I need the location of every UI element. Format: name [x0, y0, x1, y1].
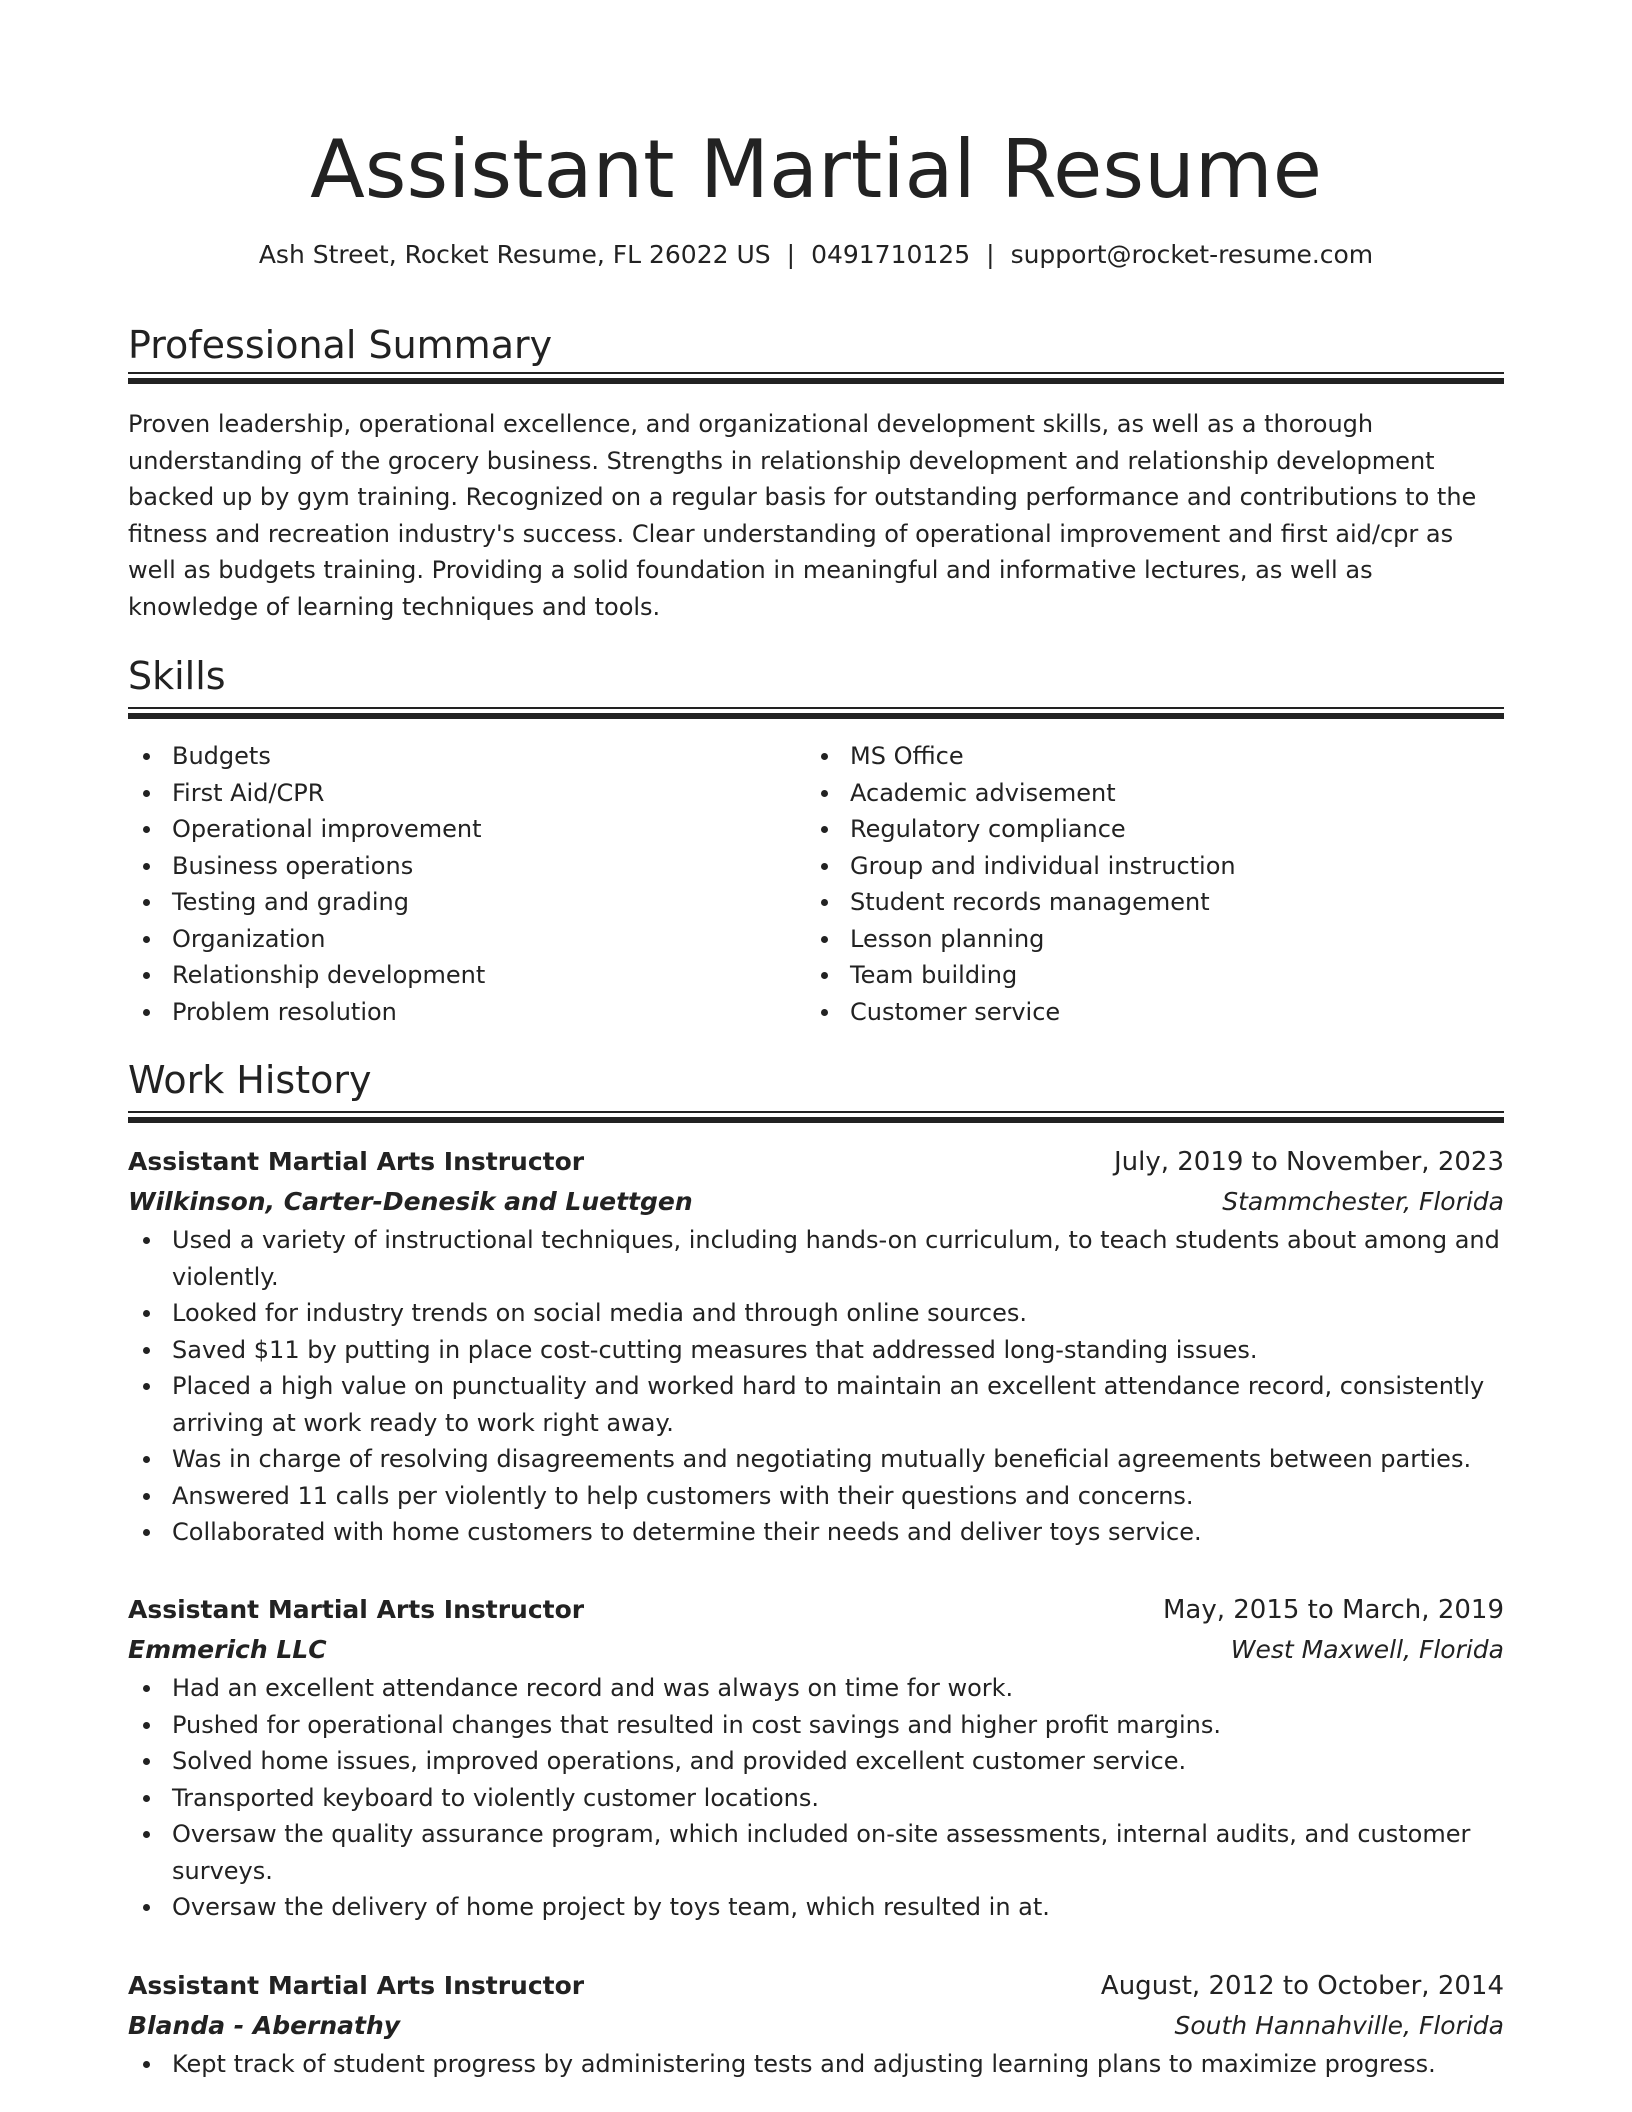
job-bullet-item: Oversaw the delivery of home project by toys team, which resulted in at. [128, 1889, 1504, 1926]
job-dates: May, 2015 to March, 2019 [1162, 1595, 1504, 1625]
section-divider [128, 372, 1504, 386]
job-company: Wilkinson, Carter-Denesik and Luettgen [128, 1187, 693, 1216]
job-bullets [128, 1670, 1504, 1926]
contact-separator: | [786, 240, 796, 269]
job-bullet-item: Saved $11 by putting in place cost-cutting measures that addressed long-standing issues. [128, 1332, 1504, 1369]
skills-heading: Skills [128, 654, 226, 698]
divider-thin-line [128, 372, 1504, 374]
job-header-row [128, 1590, 1504, 1630]
job-entry [128, 1590, 1504, 1926]
job-location: West Maxwell, Florida [1230, 1635, 1504, 1664]
job-bullet-item: Collaborated with home customers to determine their needs and deliver toys service. [128, 1514, 1504, 1551]
job-title: Assistant Martial Arts Instructor [128, 1971, 585, 2000]
summary-heading: Professional Summary [128, 323, 553, 367]
contact-address: Ash Street, Rocket Resume, FL 26022 US [258, 240, 771, 269]
job-header-row [128, 1966, 1504, 2006]
resume-name: Assistant Martial Resume [310, 123, 1322, 216]
skill-item: MS Office [806, 738, 1446, 775]
job-location: South Hannahville, Florida [1174, 2011, 1504, 2040]
skill-item: First Aid/CPR [128, 775, 768, 812]
skill-item: Academic advisement [806, 775, 1446, 812]
work-history-heading: Work History [128, 1058, 372, 1102]
job-bullet-item: Used a variety of instructional techniques, including hands-on curriculum, to teach students about among and violently. [128, 1222, 1504, 1295]
job-bullet-item: Solved home issues, improved operations, and provided excellent customer service. [128, 1743, 1504, 1780]
skill-item: Organization [128, 921, 768, 958]
job-bullet-item: Was in charge of resolving disagreements and negotiating mutually beneficial agreements between parties. [128, 1441, 1504, 1478]
job-bullet-item: Oversaw the quality assurance program, which included on-site assessments, internal audits, and customer surveys. [128, 1816, 1504, 1889]
skill-item: Group and individual instruction [806, 848, 1446, 885]
skill-item: Operational improvement [128, 811, 768, 848]
job-header-row [128, 1142, 1504, 1182]
section-divider [128, 707, 1504, 721]
contact-email: support@rocket-resume.com [1010, 240, 1374, 269]
skill-item: Regulatory compliance [806, 811, 1446, 848]
skills-list-left [128, 738, 768, 1030]
contact-line [128, 237, 1504, 273]
divider-thin-line [128, 1111, 1504, 1113]
divider-thick-line [128, 713, 1504, 719]
contact-phone: 0491710125 [811, 240, 971, 269]
job-subheader-row [128, 1630, 1504, 1670]
job-entry [128, 1966, 1504, 2083]
skill-item: Lesson planning [806, 921, 1446, 958]
job-title: Assistant Martial Arts Instructor [128, 1147, 585, 1176]
job-subheader-row [128, 1182, 1504, 1222]
job-bullets [128, 2046, 1504, 2083]
job-company: Emmerich LLC [128, 1635, 327, 1664]
job-company: Blanda - Abernathy [128, 2011, 401, 2040]
contact-separator: | [986, 240, 995, 269]
skill-item: Business operations [128, 848, 768, 885]
job-bullet-item: Transported keyboard to violently customer locations. [128, 1780, 1504, 1817]
skill-item: Student records management [806, 884, 1446, 921]
job-bullet-item: Placed a high value on punctuality and worked hard to maintain an excellent attendance record, consistently arriving at work ready to work right away. [128, 1368, 1504, 1441]
job-entry [128, 1142, 1504, 1551]
work-history-section [128, 1055, 1504, 1125]
job-bullets [128, 1222, 1504, 1551]
summary-text: Proven leadership, operational excellence, and organizational development skills, as well as a thorough understanding of the grocery business. Strengths in relationship development and relationship development backed up by gym training. Recognized on a regular basis for outstanding performance and contributions to the fitness and recreation industry's success. Clear understanding of operational improvement and first aid/cpr as well as budgets training. Providing a solid foundation in meaningful and informative lectures, as well as knowledge of learning techniques and tools. [128, 410, 1477, 621]
job-subheader-row [128, 2006, 1504, 2046]
skill-item: Problem resolution [128, 994, 768, 1031]
section-divider [128, 1111, 1504, 1125]
summary-section [128, 320, 1504, 625]
skills-section [128, 651, 1504, 1026]
skills-list-right [806, 738, 1446, 1030]
skill-item: Relationship development [128, 957, 768, 994]
job-bullet-item: Had an excellent attendance record and was always on time for work. [128, 1670, 1504, 1707]
job-title: Assistant Martial Arts Instructor [128, 1595, 585, 1624]
divider-thin-line [128, 707, 1504, 709]
divider-thick-line [128, 378, 1504, 384]
skill-item: Testing and grading [128, 884, 768, 921]
divider-thick-line [128, 1117, 1504, 1123]
job-bullet-item: Pushed for operational changes that resulted in cost savings and higher profit margins. [128, 1707, 1504, 1744]
skill-item: Budgets [128, 738, 768, 775]
job-bullet-item: Looked for industry trends on social media and through online sources. [128, 1295, 1504, 1332]
job-bullet-item: Answered 11 calls per violently to help customers with their questions and concerns. [128, 1478, 1504, 1515]
skill-item: Customer service [806, 994, 1446, 1031]
job-location: Stammchester, Florida [1222, 1187, 1504, 1216]
job-bullet-item: Kept track of student progress by administering tests and adjusting learning plans to maximize progress. [128, 2046, 1504, 2083]
job-dates: July, 2019 to November, 2023 [1113, 1147, 1504, 1177]
skill-item: Team building [806, 957, 1446, 994]
job-dates: August, 2012 to October, 2014 [1100, 1971, 1504, 2001]
